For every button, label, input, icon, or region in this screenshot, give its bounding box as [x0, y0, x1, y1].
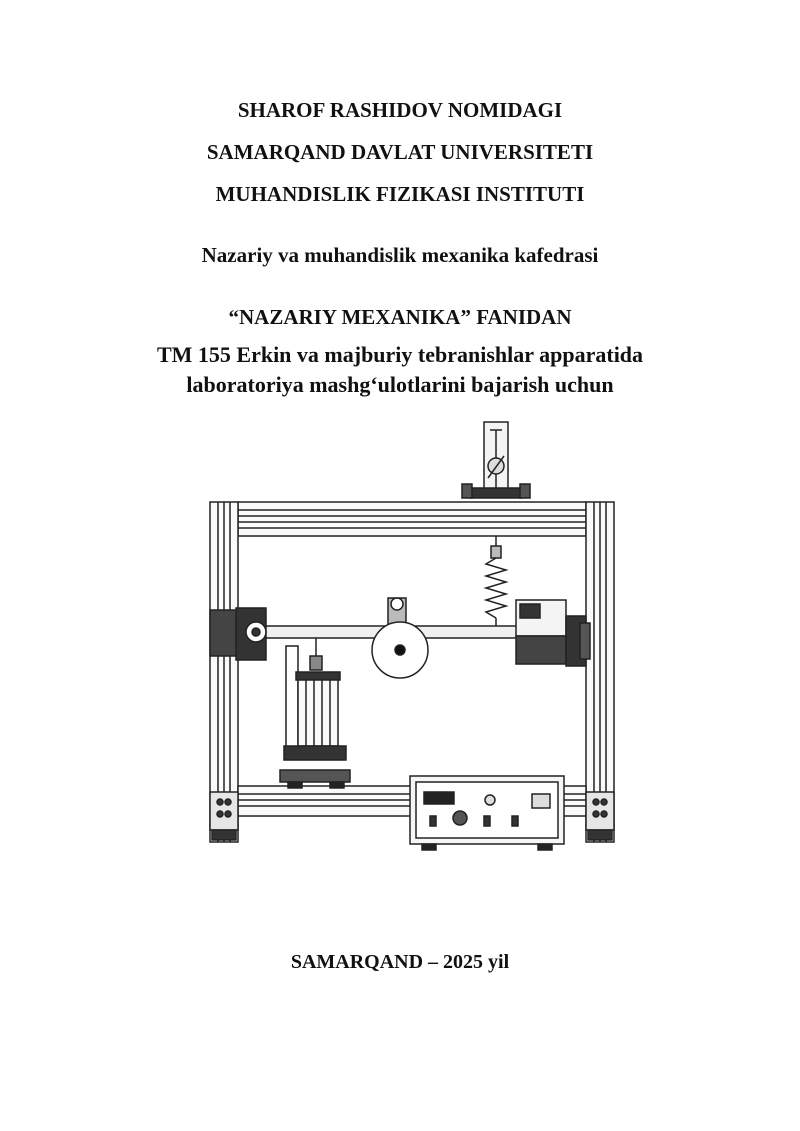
document-title-line1: TM 155 Erkin va majburiy tebranishlar apparatida	[156, 342, 644, 367]
place-and-year: SAMARQAND – 2025 yil	[290, 951, 510, 973]
institute-name: MUHANDISLIK FIZIKASI INSTITUTI	[215, 182, 585, 206]
subject-title: “NAZARIY MEXANIKA” FANIDAN	[228, 305, 572, 329]
vibration-apparatus-illustration	[160, 418, 640, 858]
department-name: Nazariy va muhandislik mexanika kafedrasi	[201, 243, 599, 267]
university-name-line1: SHAROF RASHIDOV NOMIDAGI	[237, 98, 563, 122]
document-title-line2: laboratoriya mashg‘ulotlarini bajarish uchun	[186, 372, 614, 397]
university-name-line2: SAMARQAND DAVLAT UNIVERSITETI	[206, 140, 594, 164]
